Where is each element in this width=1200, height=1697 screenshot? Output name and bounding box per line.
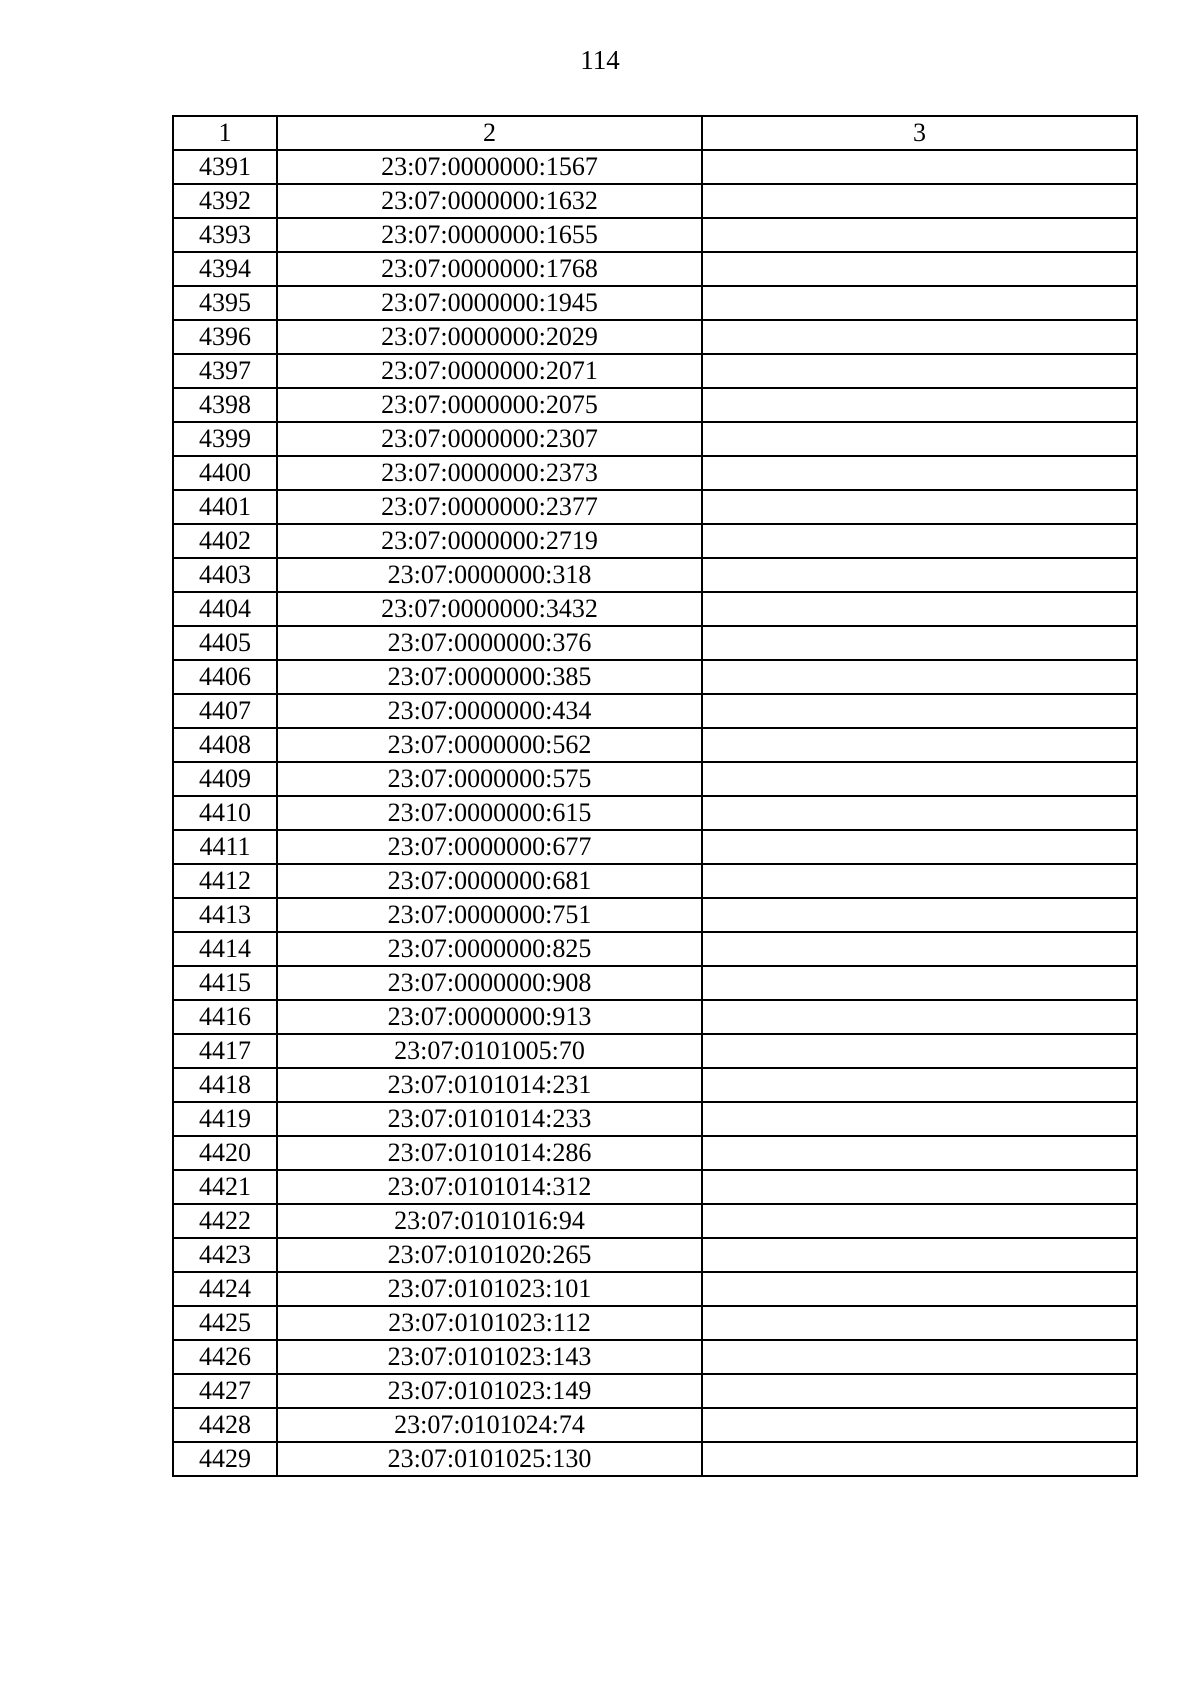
row-number-cell: 4426 [173, 1340, 277, 1374]
note-cell [702, 1340, 1137, 1374]
cadastral-number-cell: 23:07:0000000:1768 [277, 252, 702, 286]
note-cell [702, 1102, 1137, 1136]
row-number-cell: 4393 [173, 218, 277, 252]
cadastral-number-cell: 23:07:0000000:615 [277, 796, 702, 830]
table-row [173, 1408, 1137, 1442]
table-row [173, 1170, 1137, 1204]
row-number-cell: 4407 [173, 694, 277, 728]
row-number-cell: 4414 [173, 932, 277, 966]
row-number-cell: 4420 [173, 1136, 277, 1170]
table-row [173, 320, 1137, 354]
table-row [173, 354, 1137, 388]
note-cell [702, 456, 1137, 490]
note-cell [702, 626, 1137, 660]
note-cell [702, 1272, 1137, 1306]
note-cell [702, 184, 1137, 218]
cadastral-number-cell: 23:07:0000000:376 [277, 626, 702, 660]
note-cell [702, 796, 1137, 830]
cadastral-number-cell: 23:07:0101005:70 [277, 1034, 702, 1068]
note-cell [702, 388, 1137, 422]
note-cell [702, 932, 1137, 966]
row-number-cell: 4423 [173, 1238, 277, 1272]
row-number-cell: 4399 [173, 422, 277, 456]
table-body [173, 150, 1137, 1476]
table-row [173, 864, 1137, 898]
cadastral-number-cell: 23:07:0000000:575 [277, 762, 702, 796]
cadastral-number-cell: 23:07:0000000:2377 [277, 490, 702, 524]
table-row [173, 796, 1137, 830]
cadastral-number-cell: 23:07:0000000:2719 [277, 524, 702, 558]
cadastral-number-cell: 23:07:0101023:101 [277, 1272, 702, 1306]
note-cell [702, 320, 1137, 354]
note-cell [702, 252, 1137, 286]
row-number-cell: 4406 [173, 660, 277, 694]
note-cell [702, 1034, 1137, 1068]
cadastral-number-cell: 23:07:0101025:130 [277, 1442, 702, 1476]
note-cell [702, 1408, 1137, 1442]
table-row [173, 1068, 1137, 1102]
table-row [173, 966, 1137, 1000]
note-cell [702, 1170, 1137, 1204]
note-cell [702, 218, 1137, 252]
table-row [173, 1238, 1137, 1272]
cadastral-number-cell: 23:07:0101014:286 [277, 1136, 702, 1170]
cadastral-number-cell: 23:07:0000000:1945 [277, 286, 702, 320]
note-cell [702, 1000, 1137, 1034]
table-row [173, 286, 1137, 320]
note-cell [702, 1238, 1137, 1272]
cadastral-number-cell: 23:07:0000000:681 [277, 864, 702, 898]
cadastral-number-cell: 23:07:0101014:231 [277, 1068, 702, 1102]
cadastral-number-cell: 23:07:0101016:94 [277, 1204, 702, 1238]
note-cell [702, 728, 1137, 762]
row-number-cell: 4392 [173, 184, 277, 218]
registry-table [172, 115, 1138, 1477]
row-number-cell: 4422 [173, 1204, 277, 1238]
row-number-cell: 4405 [173, 626, 277, 660]
cadastral-number-cell: 23:07:0000000:2307 [277, 422, 702, 456]
note-cell [702, 286, 1137, 320]
note-cell [702, 150, 1137, 184]
cadastral-number-cell: 23:07:0101023:143 [277, 1340, 702, 1374]
row-number-cell: 4418 [173, 1068, 277, 1102]
note-cell [702, 762, 1137, 796]
row-number-cell: 4419 [173, 1102, 277, 1136]
table-row [173, 762, 1137, 796]
note-cell [702, 490, 1137, 524]
column-header-3: 3 [702, 116, 1137, 150]
row-number-cell: 4415 [173, 966, 277, 1000]
cadastral-number-cell: 23:07:0000000:825 [277, 932, 702, 966]
row-number-cell: 4395 [173, 286, 277, 320]
cadastral-number-cell: 23:07:0000000:913 [277, 1000, 702, 1034]
cadastral-number-cell: 23:07:0000000:318 [277, 558, 702, 592]
note-cell [702, 592, 1137, 626]
note-cell [702, 1136, 1137, 1170]
table-row [173, 1034, 1137, 1068]
column-header-2: 2 [277, 116, 702, 150]
cadastral-number-cell: 23:07:0000000:751 [277, 898, 702, 932]
row-number-cell: 4410 [173, 796, 277, 830]
cadastral-number-cell: 23:07:0000000:385 [277, 660, 702, 694]
cadastral-number-cell: 23:07:0000000:3432 [277, 592, 702, 626]
table-row [173, 1272, 1137, 1306]
table-row [173, 184, 1137, 218]
note-cell [702, 830, 1137, 864]
cadastral-number-cell: 23:07:0101020:265 [277, 1238, 702, 1272]
cadastral-number-cell: 23:07:0000000:1655 [277, 218, 702, 252]
cadastral-number-cell: 23:07:0000000:1632 [277, 184, 702, 218]
table-row [173, 1000, 1137, 1034]
table-row [173, 456, 1137, 490]
row-number-cell: 4404 [173, 592, 277, 626]
note-cell [702, 966, 1137, 1000]
table-row [173, 1306, 1137, 1340]
page-number: 114 [580, 45, 620, 75]
table-row [173, 388, 1137, 422]
cadastral-number-cell: 23:07:0000000:2029 [277, 320, 702, 354]
note-cell [702, 1204, 1137, 1238]
row-number-cell: 4409 [173, 762, 277, 796]
row-number-cell: 4417 [173, 1034, 277, 1068]
row-number-cell: 4425 [173, 1306, 277, 1340]
row-number-cell: 4403 [173, 558, 277, 592]
note-cell [702, 694, 1137, 728]
note-cell [702, 524, 1137, 558]
cadastral-number-cell: 23:07:0000000:2075 [277, 388, 702, 422]
cadastral-number-cell: 23:07:0000000:908 [277, 966, 702, 1000]
cadastral-number-cell: 23:07:0101014:233 [277, 1102, 702, 1136]
row-number-cell: 4396 [173, 320, 277, 354]
table-row [173, 1102, 1137, 1136]
note-cell [702, 1068, 1137, 1102]
table-row [173, 592, 1137, 626]
cadastral-number-cell: 23:07:0000000:1567 [277, 150, 702, 184]
table-row [173, 1374, 1137, 1408]
cadastral-number-cell: 23:07:0101023:149 [277, 1374, 702, 1408]
row-number-cell: 4400 [173, 456, 277, 490]
row-number-cell: 4402 [173, 524, 277, 558]
table-row [173, 694, 1137, 728]
table-row [173, 558, 1137, 592]
table-row [173, 830, 1137, 864]
table-row [173, 252, 1137, 286]
row-number-cell: 4397 [173, 354, 277, 388]
note-cell [702, 1306, 1137, 1340]
note-cell [702, 354, 1137, 388]
column-header-1: 1 [173, 116, 277, 150]
note-cell [702, 898, 1137, 932]
note-cell [702, 422, 1137, 456]
table-row [173, 660, 1137, 694]
cadastral-number-cell: 23:07:0000000:2071 [277, 354, 702, 388]
table-row [173, 932, 1137, 966]
table-row [173, 490, 1137, 524]
row-number-cell: 4428 [173, 1408, 277, 1442]
note-cell [702, 1442, 1137, 1476]
cadastral-number-cell: 23:07:0000000:2373 [277, 456, 702, 490]
table-row [173, 150, 1137, 184]
cadastral-number-cell: 23:07:0101014:312 [277, 1170, 702, 1204]
row-number-cell: 4424 [173, 1272, 277, 1306]
table-row [173, 422, 1137, 456]
row-number-cell: 4394 [173, 252, 277, 286]
table-row [173, 524, 1137, 558]
cadastral-number-cell: 23:07:0101024:74 [277, 1408, 702, 1442]
table-row [173, 728, 1137, 762]
row-number-cell: 4421 [173, 1170, 277, 1204]
row-number-cell: 4413 [173, 898, 277, 932]
cadastral-number-cell: 23:07:0000000:562 [277, 728, 702, 762]
table-row [173, 218, 1137, 252]
row-number-cell: 4429 [173, 1442, 277, 1476]
table-row [173, 626, 1137, 660]
note-cell [702, 1374, 1137, 1408]
table-row [173, 1442, 1137, 1476]
row-number-cell: 4427 [173, 1374, 277, 1408]
table-row [173, 1136, 1137, 1170]
row-number-cell: 4391 [173, 150, 277, 184]
table-row [173, 1204, 1137, 1238]
row-number-cell: 4412 [173, 864, 277, 898]
note-cell [702, 660, 1137, 694]
row-number-cell: 4401 [173, 490, 277, 524]
table-row [173, 898, 1137, 932]
note-cell [702, 864, 1137, 898]
cadastral-number-cell: 23:07:0000000:434 [277, 694, 702, 728]
cadastral-number-cell: 23:07:0000000:677 [277, 830, 702, 864]
note-cell [702, 558, 1137, 592]
row-number-cell: 4398 [173, 388, 277, 422]
table-row [173, 1340, 1137, 1374]
row-number-cell: 4411 [173, 830, 277, 864]
row-number-cell: 4408 [173, 728, 277, 762]
table-header-row [173, 116, 1137, 150]
row-number-cell: 4416 [173, 1000, 277, 1034]
cadastral-number-cell: 23:07:0101023:112 [277, 1306, 702, 1340]
